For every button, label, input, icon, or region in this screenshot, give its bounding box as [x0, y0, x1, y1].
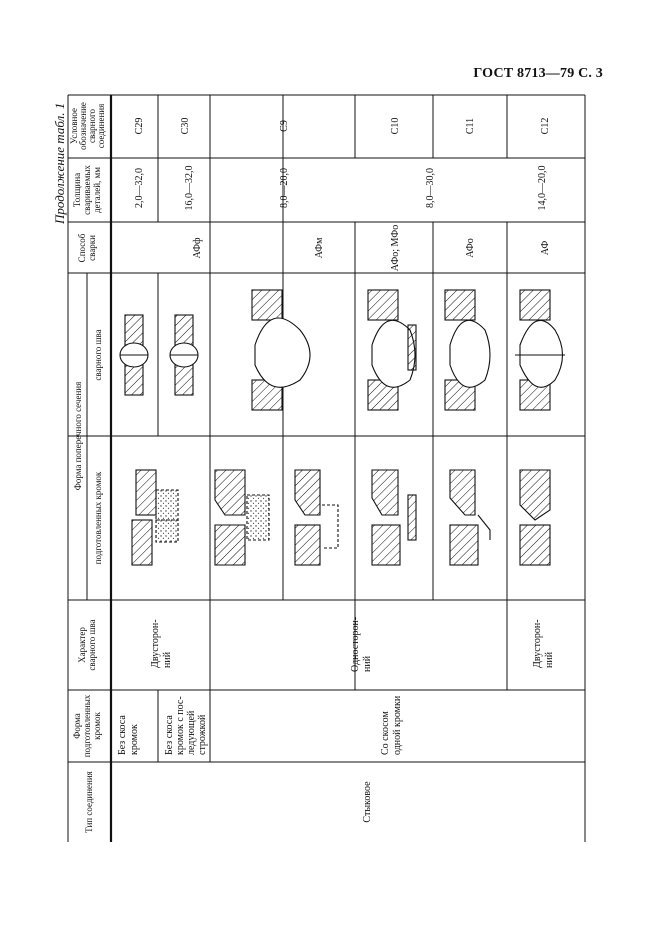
edge-gouge-4: строжкой: [197, 714, 208, 755]
col-joint-type: Тип соединения: [84, 771, 94, 833]
edge-one-bevel-1: Со скосом: [380, 711, 391, 755]
designation-c10: С10: [390, 117, 401, 135]
method-c12: АФ: [540, 240, 551, 256]
designation-c11: С11: [465, 117, 476, 135]
prep-c9-drawing: [295, 470, 338, 565]
col-thickness-3: деталей, мм: [92, 167, 102, 213]
edge-no-bevel-1: Без скоса: [117, 715, 128, 755]
col-edge-form-3: кромок: [92, 712, 102, 740]
designation-c9: С9: [279, 120, 290, 132]
col-method-2: сварки: [87, 235, 97, 261]
weld-two-sided-2a: Двусторон-: [532, 619, 543, 668]
col-designation-1: Условное: [69, 108, 79, 144]
seam-c29-drawing: [120, 315, 148, 395]
prep-c29-drawing: [132, 470, 178, 565]
method-c9: АФм: [314, 237, 325, 259]
seam-c30-drawing: [170, 315, 198, 395]
col-thickness-1: Толщина: [72, 172, 82, 208]
edge-one-bevel-2: одной кромки: [392, 695, 403, 755]
thickness-c10-c11: 8,0—30,0: [425, 168, 436, 208]
thickness-c30: 16,0—32,0: [184, 165, 195, 211]
weld-two-sided-1b: ний: [162, 651, 173, 668]
designation-c29: С29: [134, 117, 145, 135]
seam-c12-drawing: [515, 290, 565, 410]
col-weld-seam: сварного шва: [93, 329, 103, 381]
table-grid: [68, 95, 585, 842]
page-header: ГОСТ 8713—79 С. 3: [473, 66, 603, 81]
seam-c11-drawing: [445, 290, 490, 410]
col-designation-4: соединения: [96, 103, 106, 149]
seam-c10-drawing: [368, 290, 416, 410]
col-edge-form-1: Форма: [72, 713, 82, 739]
seam-c9-drawing: [252, 290, 310, 410]
weld-seam-drawings: [120, 290, 565, 410]
prep-c10-drawing: [372, 470, 416, 565]
designation-c12: С12: [540, 117, 551, 135]
col-cross-section: Форма поперечного сечения: [73, 381, 83, 491]
edge-no-bevel-2: кромок: [129, 724, 140, 755]
col-edge-form-2: подготовленных: [82, 694, 92, 758]
thickness-c29: 2,0—32,0: [134, 168, 145, 208]
col-method-1: Способ: [77, 233, 87, 263]
method-c11: АФо: [465, 238, 476, 258]
col-thickness-2: свариваемых: [82, 165, 92, 215]
prep-c30-drawing: [215, 470, 269, 565]
thickness-c12: 14,0—20,0: [537, 165, 548, 211]
col-designation-2: обозначение: [78, 102, 88, 150]
continuation-label: Продолжение табл. 1: [52, 102, 67, 224]
edge-gouge-3: ледующей: [186, 710, 197, 755]
edge-gouge-2: кромок с пос-: [175, 696, 186, 755]
weld-one-sided-a: Односторон-: [350, 616, 361, 672]
col-prepared-edges: подготовленных кромок: [93, 471, 103, 565]
weld-two-sided-2b: ний: [544, 651, 555, 668]
method-c29-c30: АФф: [192, 237, 203, 259]
col-weld-char-2: сварного шва: [87, 619, 97, 671]
prep-c11-drawing: [450, 470, 490, 565]
designation-c30: С30: [180, 117, 191, 135]
prep-c12-drawing: [520, 470, 550, 565]
method-c10: АФо; МФо: [390, 224, 401, 272]
col-weld-char-1: Характер: [77, 627, 87, 663]
prepared-edges-drawings: [132, 470, 550, 565]
weld-one-sided-b: ний: [362, 655, 373, 672]
edge-gouge-1: Без скоса: [164, 715, 175, 755]
col-designation-3: сварного: [87, 109, 97, 143]
weld-two-sided-1a: Двусторон-: [150, 619, 161, 668]
joint-type-value: Стыковое: [362, 781, 373, 823]
thickness-c9: 8,0—20,0: [279, 168, 290, 208]
